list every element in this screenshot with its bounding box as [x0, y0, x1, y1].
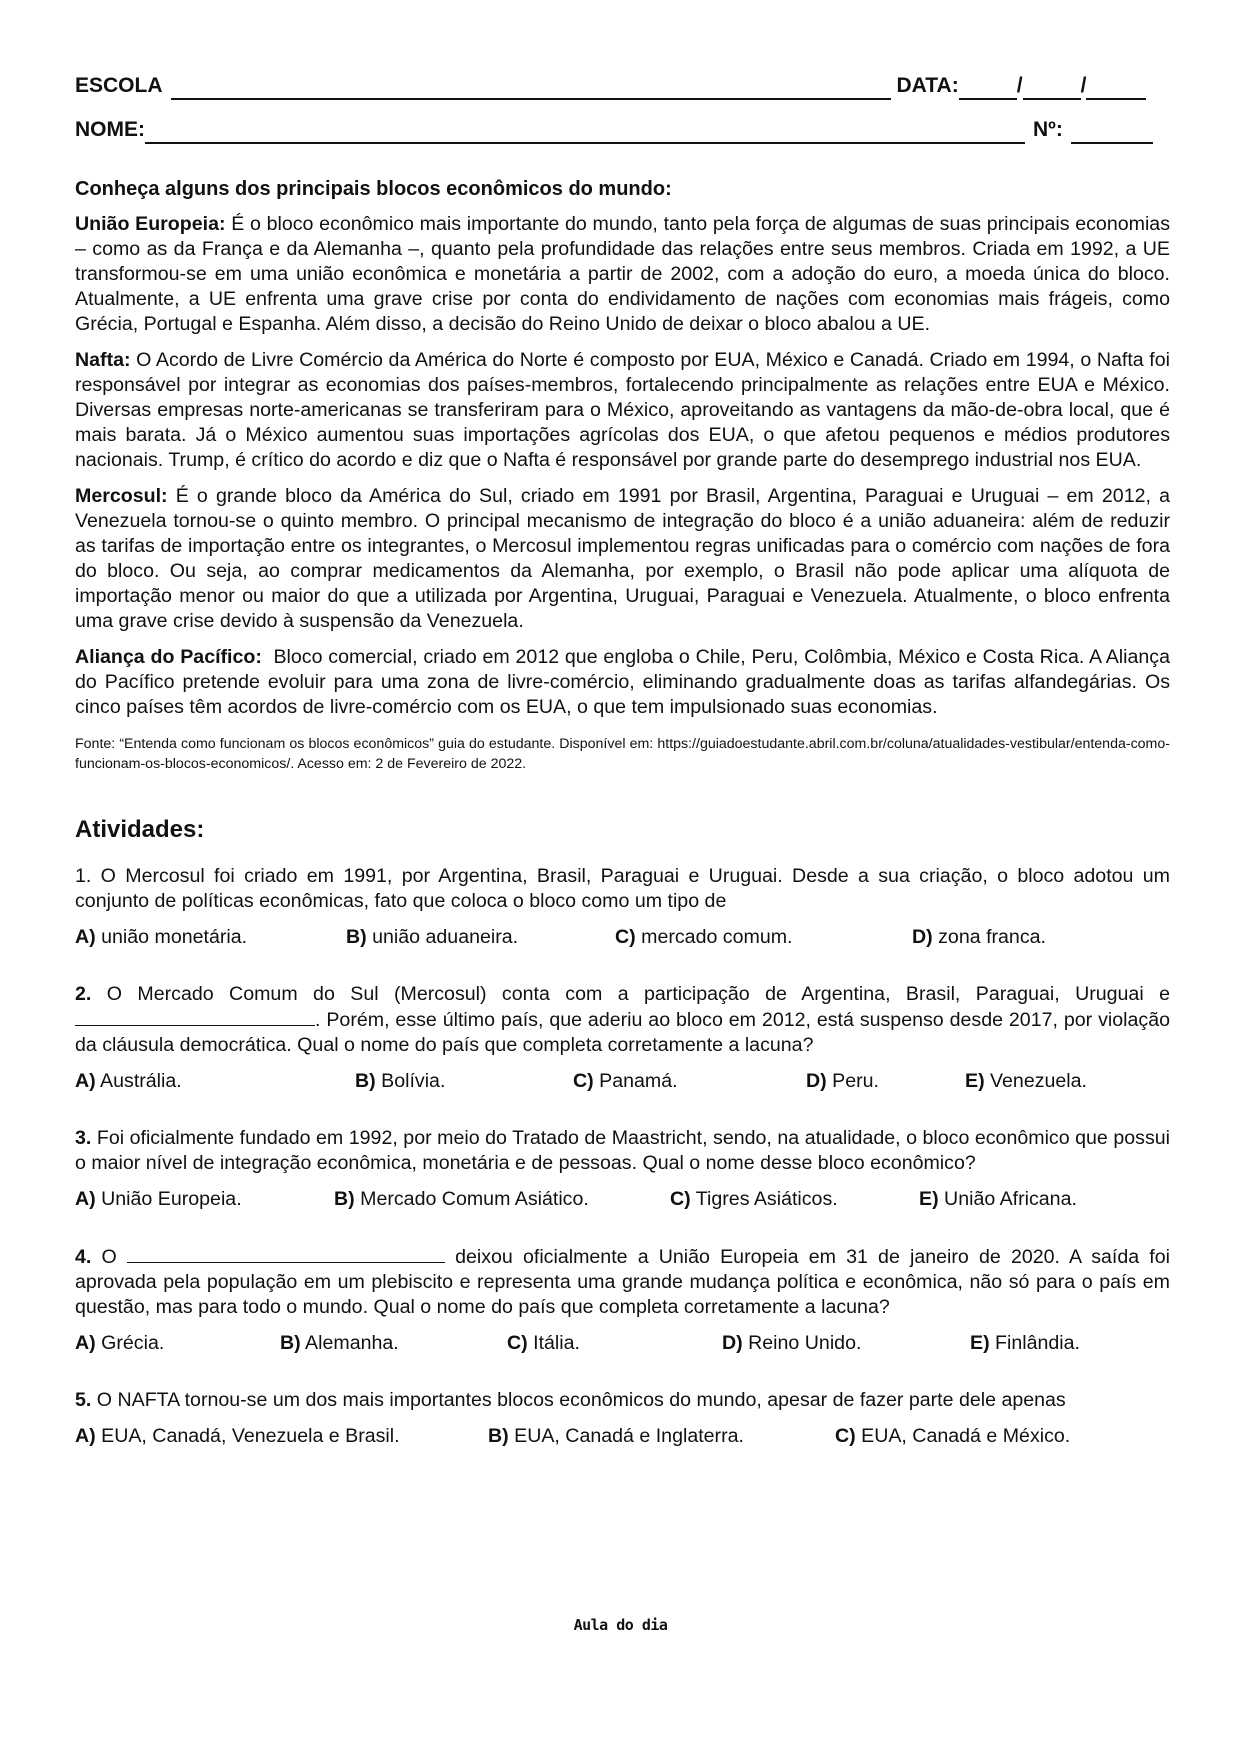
options-row — [75, 1068, 1170, 1094]
option-a[interactable]: A) união monetária. — [75, 926, 248, 948]
footer-label: Aula do dia — [573, 1616, 668, 1634]
question-number: 2. — [75, 983, 92, 1005]
activities-title: Atividades: — [75, 816, 205, 843]
option-c[interactable]: C) Panamá. — [573, 1070, 678, 1092]
option-c[interactable]: C) Itália. — [507, 1332, 580, 1354]
question-text: 2. O Mercado Comum do Sul (Mercosul) conta com a participação de Argentina, Brasil, Paraguai, Uruguai e . Porém, esse último país, que aderiu ao bloco em 2012, está suspenso desde 2017, por violação da cláusula democrática. Qual o nome do país que completa corretamente a lacuna? — [75, 983, 1170, 1056]
number-label: Nº: — [1033, 118, 1063, 141]
school-label: ESCOLA — [75, 74, 163, 97]
question-4 — [75, 1244, 1170, 1356]
name-number-line — [75, 116, 1170, 144]
option-a[interactable]: A) Grécia. — [75, 1332, 165, 1354]
question-number: 3. — [75, 1127, 92, 1149]
option-d[interactable]: D) Peru. — [806, 1070, 879, 1092]
option-c[interactable]: C) mercado comum. — [615, 926, 793, 948]
source-citation: Fonte: “Entenda como funcionam os blocos econômicos” guia do estudante. Disponível em: https://guiadoestudante.abril.com.br/coluna/atualidades-vestibular/entenda-como-funcionam-os-blocos-economicos/. Acesso em: 2 de Fevereiro de 2022. — [75, 736, 1170, 772]
school-date-line — [75, 72, 1170, 100]
bloc-paragraph-eu — [75, 212, 1170, 337]
option-e[interactable]: E) Venezuela. — [965, 1070, 1088, 1092]
number-field[interactable] — [1071, 122, 1153, 144]
name-label: NOME: — [75, 118, 145, 141]
date-separator: / — [1016, 74, 1023, 97]
bloc-paragraph-nafta — [75, 348, 1170, 473]
question-text: 1. O Mercosul foi criado em 1991, por Argentina, Brasil, Paraguai e Uruguai. Desde a sua criação, o bloco adotou um conjunto de políticas econômicas, fato que coloca o bloco como um tipo de — [75, 865, 1170, 912]
bloc-text: É o bloco econômico mais importante do mundo, tanto pela força de algumas de suas principais economias – como as da França e da Alemanha –, quanto pela profundidade das relações entre seus membros. Criada em 1992, a UE transformou-se em uma união econômica e monetária a partir de 2002, com a adoção do euro, a moeda única do bloco. Atualmente, a UE enfrenta uma grave crise por conta do endividamento de nações com economias mais frágeis, como Grécia, Portugal e Espanha. Além disso, a decisão do Reino Unido de deixar o bloco abalou a UE. — [75, 213, 1170, 335]
question-number: 1. — [75, 865, 92, 887]
bloc-text: Bloco comercial, criado em 2012 que engloba o Chile, Peru, Colômbia, México e Costa Rica. A Aliança do Pacífico pretende evoluir para uma zona de livre-comércio, eliminando gradualmente doas as tarifas alfandegárias. Os cinco países têm acordos de livre-comércio com os EUA, o que tem impulsionado suas economias. — [75, 646, 1176, 718]
intro-heading: Conheça alguns dos principais blocos econômicos do mundo: — [75, 178, 672, 200]
date-day-field[interactable] — [959, 78, 1017, 100]
option-d[interactable]: D) Reino Unido. — [722, 1332, 862, 1354]
question-text: 5. O NAFTA tornou-se um dos mais importantes blocos econômicos do mundo, apesar de fazer parte dele apenas — [75, 1389, 1066, 1411]
answer-blank[interactable] — [127, 1244, 445, 1263]
question-number: 5. — [75, 1389, 92, 1411]
options-row — [75, 1423, 1170, 1449]
option-a[interactable]: A) Austrália. — [75, 1070, 182, 1092]
bloc-text: É o grande bloco da América do Sul, criado em 1991 por Brasil, Argentina, Paraguai e Uruguai – em 2012, a Venezuela tornou-se o quinto membro. O principal mecanismo de integração do bloco é a união aduaneira: além de reduzir as tarifas de importação entre os integrantes, o Mercosul implementou regras unificadas para o comércio com nações de fora do bloco. Ou seja, ao comprar medicamentos da Alemanha, por exemplo, o Brasil não pode aplicar uma alíquota de importação menor ou maior do que a utilizada por Argentina, Uruguai, Paraguai e Venezuela. Atualmente, o bloco enfrenta uma grave crise devido à suspensão da Venezuela. — [75, 485, 1170, 632]
options-row — [75, 1186, 1170, 1212]
bloc-paragraph-pacific — [75, 645, 1176, 720]
option-c[interactable]: C) EUA, Canadá e México. — [835, 1425, 1071, 1447]
options-row — [75, 1330, 1170, 1356]
option-b[interactable]: B) Alemanha. — [280, 1332, 399, 1354]
bloc-name: Mercosul: — [75, 485, 168, 507]
question-2 — [75, 982, 1170, 1094]
bloc-name: Nafta: — [75, 349, 131, 371]
bloc-paragraph-mercosul — [75, 484, 1170, 634]
date-month-field[interactable] — [1023, 78, 1081, 100]
name-field[interactable] — [145, 122, 1025, 144]
option-b[interactable]: B) Bolívia. — [355, 1070, 446, 1092]
question-1 — [75, 864, 1170, 950]
option-c[interactable]: C) Tigres Asiáticos. — [670, 1188, 838, 1210]
answer-blank[interactable] — [75, 1007, 315, 1026]
bloc-name: Aliança do Pacífico: — [75, 646, 262, 668]
date-label: DATA: — [896, 74, 959, 97]
bloc-text: O Acordo de Livre Comércio da América do Norte é composto por EUA, México e Canadá. Criado em 1994, o Nafta foi responsável por integrar as economias dos países-membros, fortalecendo principalmente as relações entre EUA e México. Diversas empresas norte-americanas se transferiram para o México, aproveitando as vantagens da mão-de-obra local, que é mais barata. Já o México aumentou suas importações agrícolas dos EUA, o que afetou pequenos e médios produtores nacionais. Trump, é crítico do acordo e diz que o Nafta é responsável por grande parte do desemprego industrial nos EUA. — [75, 349, 1170, 471]
option-e[interactable]: E) Finlândia. — [970, 1332, 1080, 1354]
option-e[interactable]: E) União Africana. — [919, 1188, 1077, 1210]
option-b[interactable]: B) Mercado Comum Asiático. — [334, 1188, 589, 1210]
option-b[interactable]: B) união aduaneira. — [346, 926, 519, 948]
option-a[interactable]: A) União Europeia. — [75, 1188, 242, 1210]
date-separator: / — [1080, 74, 1087, 97]
option-b[interactable]: B) EUA, Canadá e Inglaterra. — [488, 1425, 744, 1447]
date-year-field[interactable] — [1086, 78, 1146, 100]
school-field[interactable] — [171, 78, 891, 100]
options-row — [75, 924, 1170, 950]
question-text: 4. O deixou oficialmente a União Europeia em 31 de janeiro de 2020. A saída foi aprovada pela população em um plebiscito e representa uma grande mudança política e econômica, não só para o país em questão, mas para todo o mundo. Qual o nome do país que completa corretamente a lacuna? — [75, 1246, 1170, 1318]
worksheet-page — [75, 72, 1176, 1449]
option-d[interactable]: D) zona franca. — [912, 926, 1046, 948]
option-a[interactable]: A) EUA, Canadá, Venezuela e Brasil. — [75, 1425, 400, 1447]
question-number: 4. — [75, 1246, 92, 1268]
question-3 — [75, 1126, 1170, 1212]
question-5 — [75, 1388, 1170, 1449]
bloc-name: União Europeia: — [75, 213, 226, 235]
question-text: 3. Foi oficialmente fundado em 1992, por meio do Tratado de Maastricht, sendo, na atualidade, o bloco econômico que possui o maior nível de integração econômica, monetária e de pessoas. Qual o nome desse bloco econômico? — [75, 1127, 1170, 1174]
